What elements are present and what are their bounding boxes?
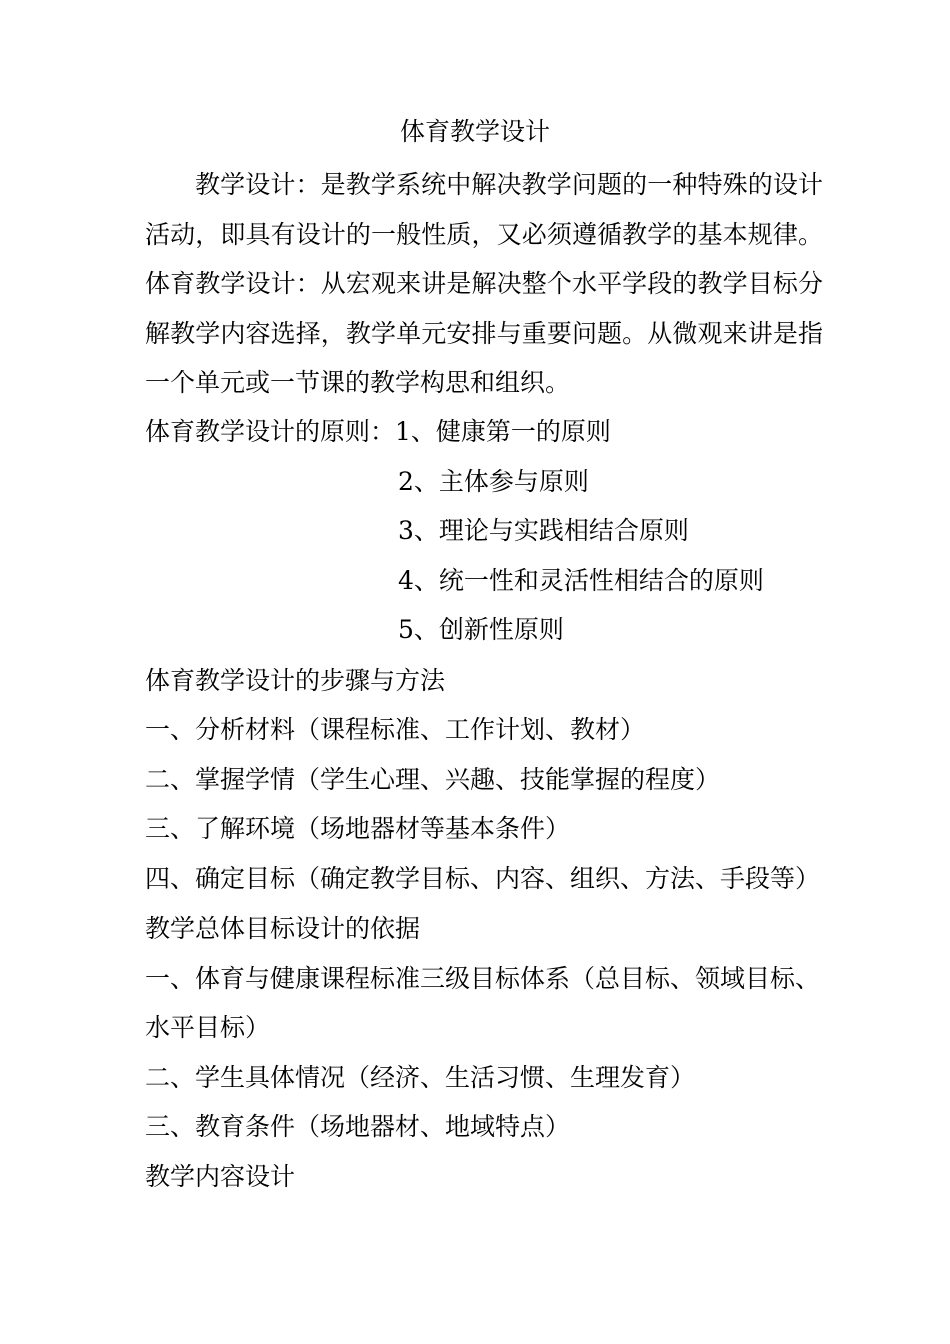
basis-heading: 教学总体目标设计的依据 <box>145 914 421 943</box>
principles-lead: 体育教学设计的原则：1、健康第一的原则 <box>145 417 611 446</box>
step-item: 二、掌握学情（学生心理、兴趣、技能掌握的程度） <box>145 765 721 794</box>
principle-item: 5、创新性原则 <box>398 615 564 644</box>
basis-item: 水平目标） <box>145 1013 271 1042</box>
page-title: 体育教学设计 <box>399 117 550 146</box>
steps-heading: 体育教学设计的步骤与方法 <box>145 666 446 695</box>
step-item: 三、了解环境（场地器材等基本条件） <box>145 814 571 843</box>
basis-item: 二、学生具体情况（经济、生活习惯、生理发育） <box>145 1063 696 1092</box>
basis-item: 一、体育与健康课程标准三级目标体系（总目标、领域目标、 <box>145 964 821 993</box>
step-item: 一、分析材料（课程标准、工作计划、教材） <box>145 715 646 744</box>
intro-paragraph: 教学设计：是教学系统中解决教学问题的一种特殊的设计活动，即具有设计的一般性质，又必须遵循教学的基本规律。 体育教学设计：从宏观来讲是解决整个水平学段的教学目标分解教学内容选择，教学单元安排与重要问题。从微观来讲是指一个单元或一节课的教学构思和组织。 <box>145 170 823 398</box>
basis-item: 三、教育条件（场地器材、地域特点） <box>145 1112 571 1141</box>
principle-item: 3、理论与实践相结合原则 <box>398 516 689 545</box>
principle-item: 4、统一性和灵活性相结合的原则 <box>398 566 764 595</box>
step-item: 四、确定目标（确定教学目标、内容、组织、方法、手段等） <box>145 864 821 893</box>
principle-item: 2、主体参与原则 <box>398 467 589 496</box>
content-heading: 教学内容设计 <box>145 1162 296 1191</box>
